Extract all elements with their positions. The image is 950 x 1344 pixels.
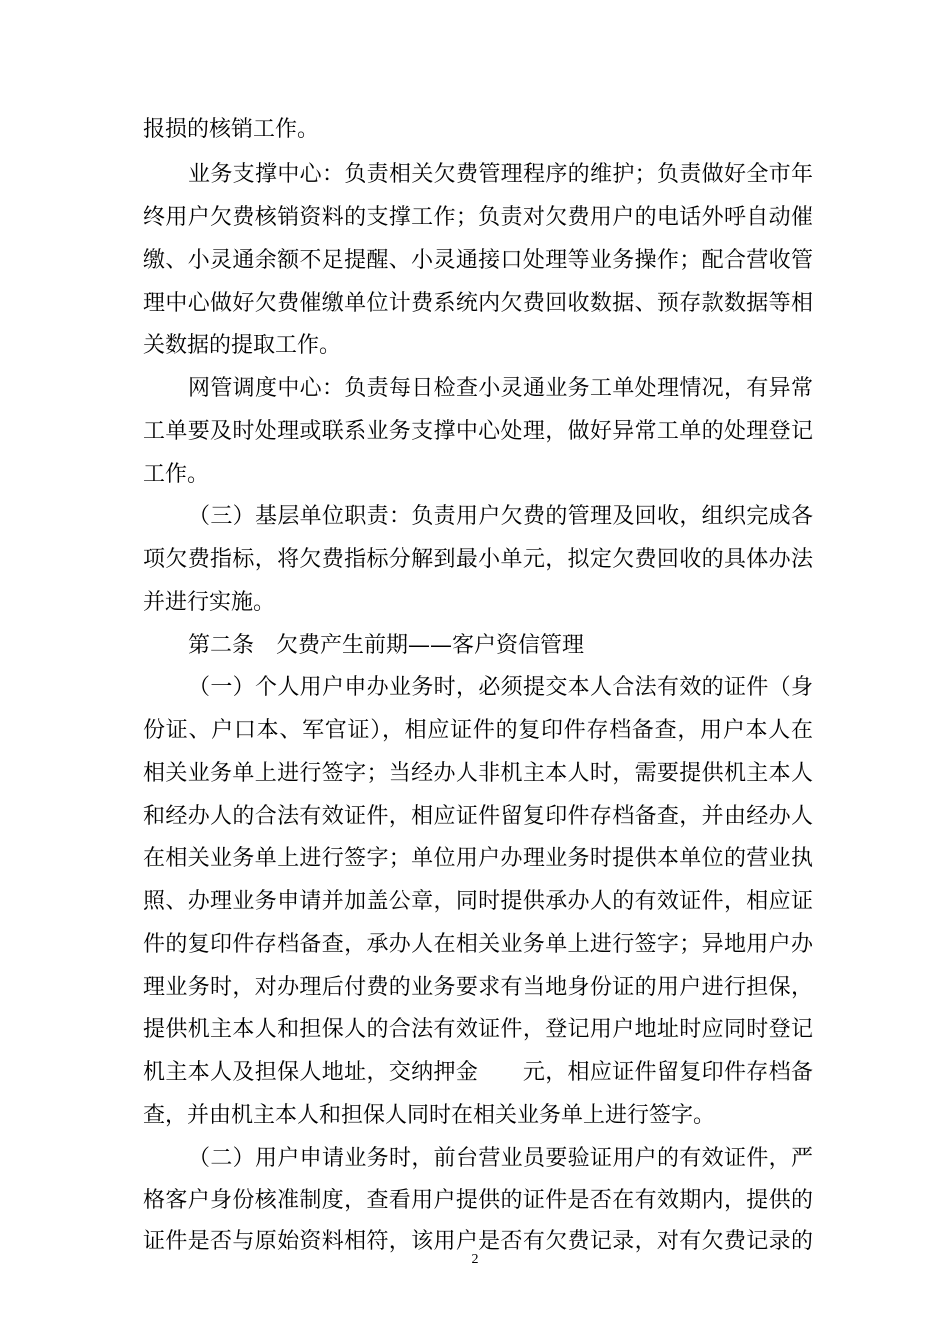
text-line: 在相关业务单上进行签字；单位用户办理业务时提供本单位的营业执 xyxy=(143,846,813,871)
text-line: 机主本人及担保人地址，交纳押金 元，相应证件留复印件存档备 xyxy=(143,1060,813,1085)
text-line: 业务支撑中心：负责相关欠费管理程序的维护；负责做好全市年 xyxy=(188,162,813,187)
text-line: 项欠费指标，将欠费指标分解到最小单元，拟定欠费回收的具体办法 xyxy=(143,547,813,572)
text-line: 份证、户口本、军官证），相应证件的复印件存档备查，用户本人在 xyxy=(143,718,813,743)
text-line: 缴、小灵通余额不足提醒、小灵通接口处理等业务操作；配合营收管 xyxy=(143,248,813,273)
text-line: （一）个人用户申办业务时，必须提交本人合法有效的证件（身 xyxy=(188,675,813,700)
text-line: 关数据的提取工作。 xyxy=(143,333,342,358)
text-line: 并进行实施。 xyxy=(143,590,276,615)
text-line: （二）用户申请业务时，前台营业员要验证用户的有效证件，严 xyxy=(188,1146,813,1171)
text-line: 工单要及时处理或联系业务支撑中心处理，做好异常工单的处理登记 xyxy=(143,419,813,444)
text-line: 证件是否与原始资料相符，该用户是否有欠费记录，对有欠费记录的 xyxy=(143,1229,813,1254)
section-heading: 第二条 欠费产生前期——客户资信管理 xyxy=(188,633,585,658)
text-line: 照、办理业务申请并加盖公章，同时提供承办人的有效证件，相应证 xyxy=(143,889,813,914)
text-line: 相关业务单上进行签字；当经办人非机主本人时，需要提供机主本人 xyxy=(143,761,813,786)
text-line: 理中心做好欠费催缴单位计费系统内欠费回收数据、预存款数据等相 xyxy=(143,291,813,316)
text-line: 报损的核销工作。 xyxy=(143,117,320,142)
text-line: 网管调度中心：负责每日检查小灵通业务工单处理情况，有异常 xyxy=(188,376,813,401)
page-number: 2 xyxy=(471,1252,479,1267)
text-line: 件的复印件存档备查，承办人在相关业务单上进行签字；异地用户办 xyxy=(143,932,813,957)
text-line: 提供机主本人和担保人的合法有效证件，登记用户地址时应同时登记 xyxy=(143,1017,813,1042)
text-line: 格客户身份核准制度，查看用户提供的证件是否在有效期内，提供的 xyxy=(143,1188,813,1213)
text-line: 终用户欠费核销资料的支撑工作；负责对欠费用户的电话外呼自动催 xyxy=(143,205,813,230)
text-line: （三）基层单位职责：负责用户欠费的管理及回收，组织完成各 xyxy=(188,504,813,529)
text-line: 工作。 xyxy=(143,462,210,487)
text-line: 查，并由机主本人和担保人同时在相关业务单上进行签字。 xyxy=(143,1103,716,1128)
text-line: 理业务时，对办理后付费的业务要求有当地身份证的用户进行担保， xyxy=(143,975,813,1000)
text-line: 和经办人的合法有效证件，相应证件留复印件存档备查，并由经办人 xyxy=(143,804,813,829)
